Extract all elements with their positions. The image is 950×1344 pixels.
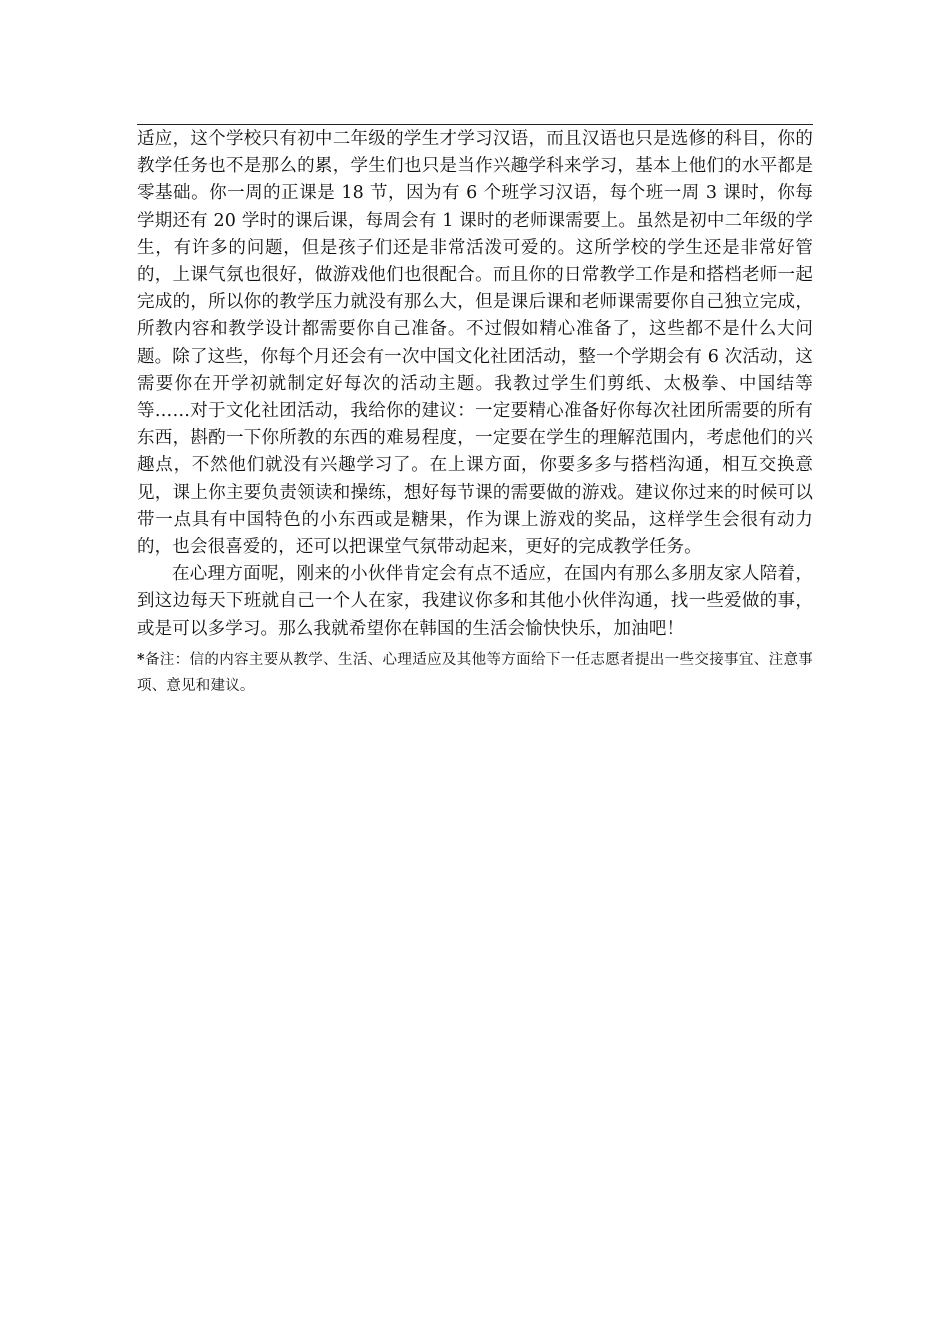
paragraph-teaching: 适应，这个学校只有初中二年级的学生才学习汉语，而且汉语也只是选修的科目，你的教学任务也不是那么的累，学生们也只是当作兴趣学科来学习，基本上他们的水平都是零基础。你一周的正课是 18 节，因为有 6 个班学习汉语，每个班一周 3 课时，你每学期还有 20 学时的课后课，每周会有 1 课时的老师课需要上。虽然是初中二年级的学生，有许多的问题，但是孩子们还是非常活泼可爱的。这所学校的学生还是非常好管的，上课气氛也很好，做游戏他们也很配合。而且你的日常教学工作是和搭档老师一起完成的，所以你的教学压力就没有那么大，但是课后课和老师课需要你自己独立完成，所教内容和教学设计都需要你自己准备。不过假如精心准备了，这些都不是什么大问题。除了这些，你每个月还会有一次中国文化社团活动，整一个学期会有 6 次活动，这需要你在开学初就制定好每次的活动主题。我教过学生们剪纸、太极拳、中国结等等……对于文化社团活动，我给你的建议：一定要精心准备好你每次社团所需要的所有东西，斟酌一下你所教的东西的难易程度，一定要在学生的理解范围内，考虑他们的兴趣点，不然他们就没有兴趣学习了。在上课方面，你要多多与搭档沟通，相互交换意见，课上你主要负责领读和操练，想好每节课的需要做的游戏。建议你过来的时候可以带一点具有中国特色的小东西或是糖果，作为课上游戏的奖品，这样学生会很有动力的，也会很喜爱的，还可以把课堂气氛带动起来，更好的完成教学任务。 [137,129,813,558]
footnote-asterisk: * [137,650,145,668]
header-rule [137,124,813,125]
paragraph-psychology: 在心理方面呢，刚来的小伙伴肯定会有点不适应，在国内有那么多朋友家人陪着，到这边每天下班就自己一个人在家，我建议你多和其他小伙伴沟通，找一些爱做的事，或是可以多学习。那么我就希望你在韩国的生活会愉快快乐，加油吧！ [137,564,813,639]
letter-body [137,126,813,699]
footnote [137,647,813,699]
footnote-text: 备注：信的内容主要从教学、生活、心理适应及其他等方面给下一任志愿者提出一些交接事宜、注意事项、意见和建议。 [137,651,813,694]
